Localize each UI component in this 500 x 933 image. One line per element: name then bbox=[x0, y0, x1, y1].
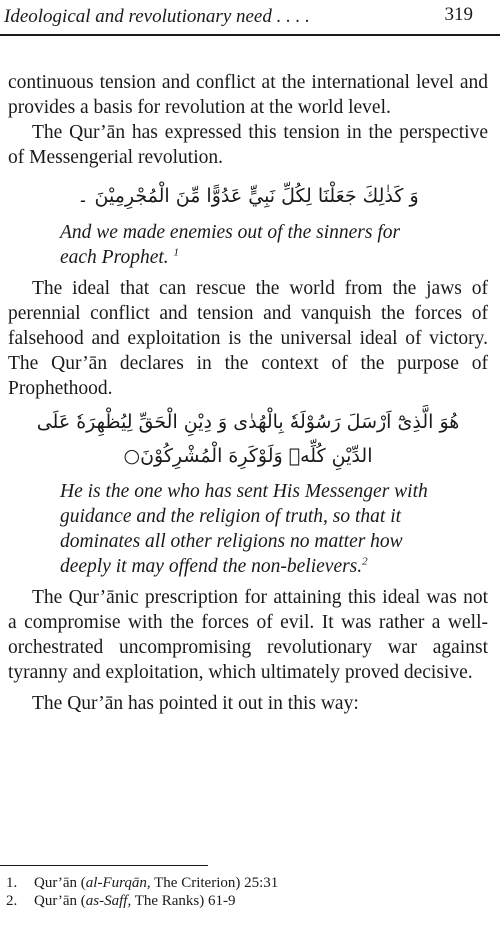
arabic-verse-2-line2: الدِّیْنِ كُلِّهٖ وَلَوْكَرِهَ الْمُشْرِكُوْنَ○ bbox=[123, 445, 373, 467]
arabic-verse-1: وَ كَذٰلِكَ جَعَلْنَا لِكُلِّ نَبِيٍّ عَدُوًّا مِّنَ الْمُجْرِمِيْنَ ۔ bbox=[77, 185, 419, 207]
footnote-2 bbox=[6, 892, 486, 910]
running-title: Ideological and revolutionary need . . . . bbox=[4, 6, 310, 27]
header-rule bbox=[0, 34, 500, 36]
paragraph-pointed-out: The Qur’ān has pointed it out in this way: bbox=[32, 693, 359, 714]
paragraph-continuation: continuous tension and conflict at the international level and provides a basis for revolution at the world level. bbox=[8, 72, 488, 118]
footnote-1-text: Qur’ān (al-Furqān, The Criterion) 25:31 bbox=[34, 875, 279, 891]
arabic-verse-2 bbox=[8, 405, 488, 473]
page-header bbox=[0, 0, 500, 40]
paragraph-ideal: The ideal that can rescue the world from the jaws of perennial conflict and tension and vanquish the forces of falsehood and exploitation is the universal ideal of victory. The Qur’ān declares in the context of the purpose of Prophethood. bbox=[8, 278, 488, 399]
footnotes bbox=[6, 874, 486, 910]
footnote-2-text: Qur’ān (as-Saff, The Ranks) 61-9 bbox=[34, 893, 236, 909]
arabic-verse-2-line1: هُوَ الَّذِیْٓ اَرْسَلَ رَسُوْلَهٗ بِالْهُدٰی وَ دِیْنِ الْحَقِّ لِیُظْهِرَهٗ عَلَی bbox=[36, 411, 460, 433]
footnote-ref-2: 2 bbox=[362, 555, 368, 568]
footnote-1 bbox=[6, 874, 486, 892]
page-number: 319 bbox=[444, 4, 473, 25]
verse-translation-2 bbox=[60, 479, 436, 579]
footnote-2-number: 2. bbox=[6, 893, 18, 909]
footnote-rule bbox=[0, 865, 208, 866]
verse-translation-1-text: And we made enemies out of the sinners for each Prophet. bbox=[60, 222, 401, 268]
footnote-1-number: 1. bbox=[6, 875, 18, 891]
paragraph-prescription: The Qur’ānic prescription for attaining this ideal was not a compromise with the forces of evil. It was rather a well-orchestrated uncompromising revolutionary war against tyranny and exploitation, which ultimately proved decisive. bbox=[8, 587, 488, 683]
verse-translation-1 bbox=[60, 220, 436, 270]
page-body bbox=[8, 70, 488, 716]
footnote-ref-1: 1 bbox=[173, 246, 180, 259]
paragraph-tension: The Qur’ān has expressed this tension in the perspective of Messengerial revolution. bbox=[8, 122, 488, 168]
verse-translation-2-text: He is the one who has sent His Messenger with guidance and the religion of truth, so that it dominates all other religions no matter how deeply it may offend the non-believers. bbox=[60, 481, 428, 577]
